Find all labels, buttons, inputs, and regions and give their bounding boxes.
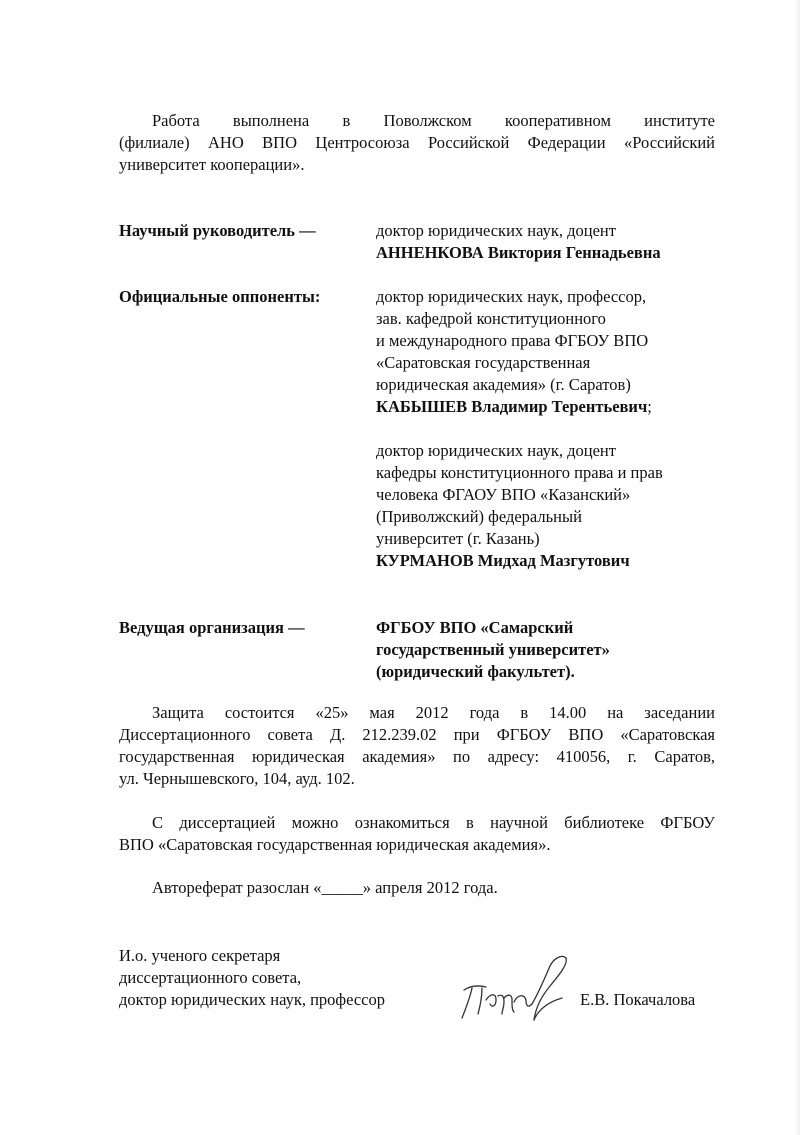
opponent-1-line: «Саратовская государственная <box>376 353 591 372</box>
library-line-1: С диссертацией можно ознакомиться в научной библиотеке ФГБОУ <box>152 813 715 832</box>
opponent-1-line: доктор юридических наук, профессор, <box>376 287 647 306</box>
defense-paragraph <box>119 702 715 790</box>
leading-org-line: государственный университет» <box>376 640 610 659</box>
library-line-2: ВПО «Саратовская государственная юридическая академия». <box>119 835 551 854</box>
supervisor-degree: доктор юридических наук, доцент <box>376 221 616 240</box>
leading-org-line: (юридический факультет). <box>376 662 575 681</box>
opponent-2 <box>376 440 716 572</box>
signatory-line-2: диссертационного совета, <box>119 968 302 987</box>
dispatch-paragraph <box>119 877 715 899</box>
opponent-2-name: КУРМАНОВ Мидхад Мазгутович <box>376 551 630 570</box>
opponent-1-line: юридическая академия» (г. Саратов) <box>376 375 631 394</box>
supervisor-details <box>376 220 716 264</box>
intro-line-1: Работа выполнена в Поволжском кооперативном институте <box>152 111 715 130</box>
library-paragraph <box>119 812 715 856</box>
supervisor-label: Научный руководитель — <box>119 221 316 240</box>
opponent-2-line: доктор юридических наук, доцент <box>376 441 616 460</box>
opponent-1-name: КАБЫШЕВ Владимир Терентьевич <box>376 397 648 416</box>
leading-org-line: ФГБОУ ВПО «Самарский <box>376 618 574 637</box>
supervisor-name: АННЕНКОВА Виктория Геннадьевна <box>376 243 661 262</box>
defense-line-3: государственная юридическая академия» по адресу: 410056, г. Саратов, <box>119 747 715 766</box>
signatory-line-1: И.о. ученого секретаря <box>119 946 281 965</box>
opponent-1-name-line <box>376 396 716 418</box>
leading-org-details <box>376 617 716 683</box>
signatory-line-3: доктор юридических наук, профессор <box>119 990 386 1009</box>
opponent-1-line: и международного права ФГБОУ ВПО <box>376 331 649 350</box>
opponent-2-line: университет (г. Казань) <box>376 529 540 548</box>
dispatch-line: Автореферат разослан «_____» апреля 2012 года. <box>152 878 498 897</box>
opponent-2-line: кафедры конституционного права и прав <box>376 463 663 482</box>
intro-line-2: (филиале) АНО ВПО Центросоюза Российской Федерации «Российский <box>119 133 715 152</box>
opponent-2-line: (Приволжский) федеральный <box>376 507 582 526</box>
opponent-2-line: человека ФГАОУ ВПО «Казанский» <box>376 485 631 504</box>
leading-org-label: Ведущая организация — <box>119 618 305 637</box>
defense-line-4: ул. Чернышевского, 104, ауд. 102. <box>119 769 355 788</box>
signatory-title <box>119 945 385 1011</box>
handwritten-signature <box>452 950 577 1025</box>
signatory-name: Е.В. Покачалова <box>580 990 696 1009</box>
opponent-1-name-suffix: ; <box>647 397 652 416</box>
intro-line-3: университет кооперации». <box>119 155 305 174</box>
defense-line-2: Диссертационного совета Д. 212.239.02 при ФГБОУ ВПО «Саратовская <box>119 725 715 744</box>
defense-line-1: Защита состоится «25» мая 2012 года в 14.00 на заседании <box>152 703 715 722</box>
opponent-1-line: зав. кафедрой конституционного <box>376 309 606 328</box>
page-edge-shadow <box>794 0 800 1135</box>
opponents-label: Официальные оппоненты: <box>119 287 321 306</box>
intro-paragraph <box>119 110 715 176</box>
opponent-1 <box>376 286 716 418</box>
